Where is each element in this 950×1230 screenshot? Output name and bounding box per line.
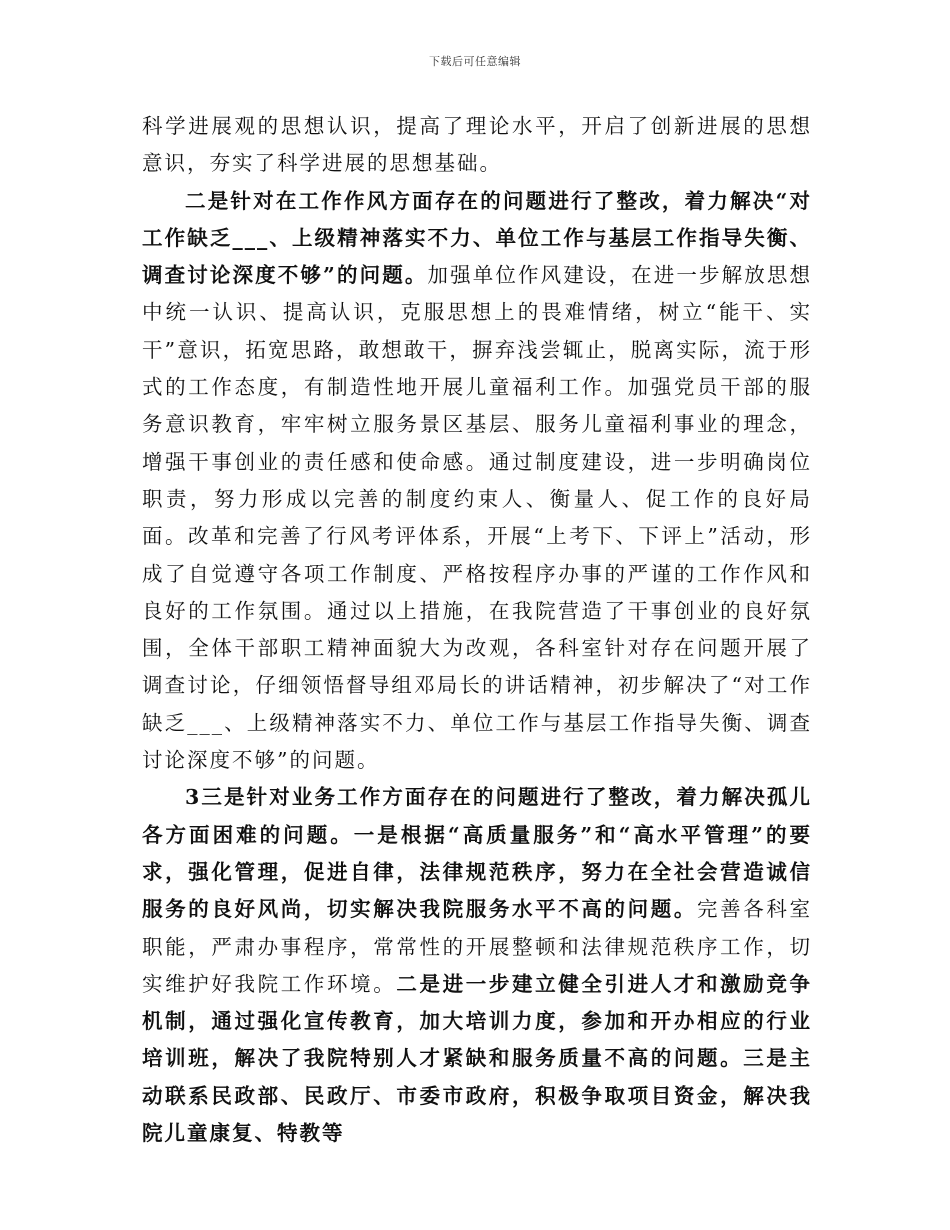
paragraph-3-bold-tail: 二是进一步建立健全引进人才和激励竞争机制，通过强化宣传教育，加大培训力度，参加和开办相应的行业培训班，解决了我院特别人才紧缺和服务质量不高的问题。三是主动联系民政部、民政厅、市委市政府，积极争取项目资金，解决我院儿童康复、特教等 [142, 971, 812, 1146]
paragraph-1 [142, 108, 812, 183]
paragraph-3 [142, 779, 812, 1152]
paragraph-2-text: 加强单位作风建设，在进一步解放思想中统一认识、提高认识，克服思想上的畏难情绪，树立“能干、实干”意识，拓宽思路，敢想敢干，摒弃浅尝辄止，脱离实际，流于形式的工作态度，有制造性地开展儿童福利工作。加强党员干部的服务意识教育，牢牢树立服务景区基层、服务儿童福利事业的理念，增强干事创业的责任感和使命感。通过制度建设，进一步明确岗位职责，努力形成以完善的制度约束人、衡量人、促工作的良好局面。改革和完善了行风考评体系，开展“上考下、下评上”活动，形成了自觉遵守各项工作制度、严格按程序办事的严谨的工作作风和良好的工作氛围。通过以上措施，在我院营造了干事创业的良好氛围，全体干部职工精神面貌大为改观，各科室针对存在问题开展了调查讨论，仔细领悟督导组邓局长的讲话精神，初步解决了“对工作缺乏___、上级精神落实不力、单位工作与基层工作指导失衡、调查讨论深度不够”的问题。 [142, 263, 812, 773]
paragraph-3-text: 完善各科室职能，严肃办事程序，常常性的开展整顿和法律规范秩序工作，切实维护好我院工作环境。 [142, 897, 812, 996]
document-body [142, 108, 812, 1152]
paragraph-2 [142, 183, 812, 780]
paragraph-3-bold-lead: 3三是针对业务工作方面存在的问题进行了整改，着力解决孤儿各方面困难的问题。一是根据“高质量服务”和“高水平管理”的要求，强化管理，促进自律，法律规范秩序，努力在全社会营造诚信服务的良好风尚，切实解决我院服务水平不高的问题。 [142, 785, 812, 922]
page-header: 下载后可任意编辑 [429, 55, 521, 68]
paragraph-1-text: 科学进展观的思想认识，提高了理论水平，开启了创新进展的思想意识，夯实了科学进展的思想基础。 [142, 114, 812, 176]
paragraph-2-bold-lead: 二是针对在工作作风方面存在的问题进行了整改，着力解决“对工作缺乏___、上级精神落实不力、单位工作与基层工作指导失衡、调查讨论深度不够”的问题。 [142, 188, 812, 288]
